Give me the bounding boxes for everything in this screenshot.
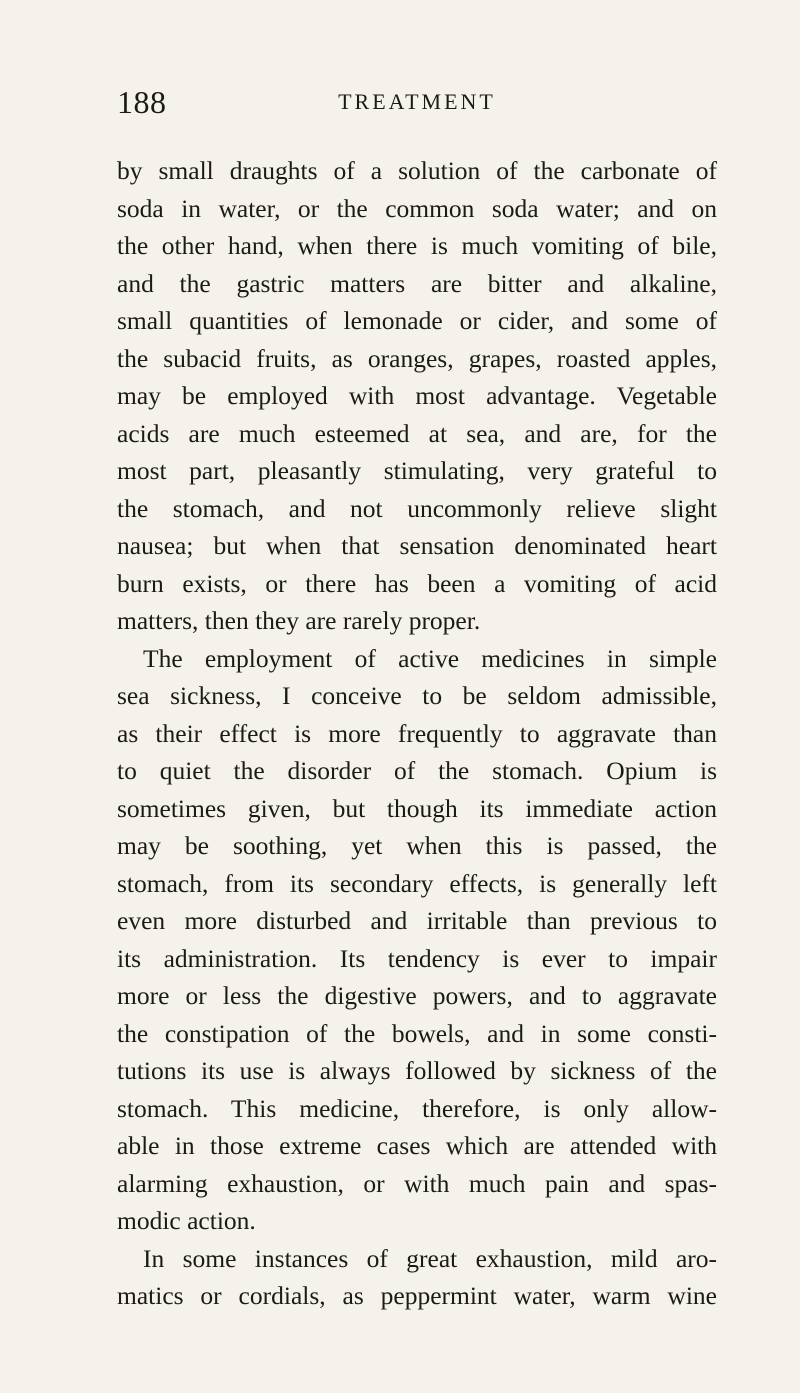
text-line: able in those extreme cases which are attended with [117,1131,717,1160]
text-line: nausea; but when that sensation denominated heart [117,531,717,560]
text-line: as their effect is more frequently to aggravate than [117,718,717,748]
text-line: may be soothing, yet when this is passed, the [117,831,717,860]
text-line-paragraph-end: modic action. [117,1206,256,1235]
text-line: stomach. This medicine, therefore, is only allow- [117,1093,717,1123]
text-line: may be employed with most advantage. Vegetable [117,381,717,410]
page-number: 188 [117,84,167,120]
text-line: soda in water, or the common soda water; and on [117,193,717,223]
text-line: more or less the digestive powers, and to aggravate [117,981,717,1010]
text-line: alarming exhaustion, or with much pain and spas- [117,1168,717,1198]
text-line: burn exists, or there has been a vomiting of acid [117,568,717,598]
text-line: by small draughts of a solution of the carbonate of [117,156,717,185]
running-head [117,82,717,122]
text-line: its administration. Its tendency is ever to impair [117,943,717,973]
text-line: to quiet the disorder of the stomach. Opium is [117,756,717,785]
text-line: the other hand, when there is much vomiting of bile, [117,231,717,260]
text-line: even more disturbed and irritable than previous to [117,906,717,935]
text-line: and the gastric matters are bitter and alkaline, [117,268,717,298]
body-text [117,152,717,1315]
text-line: sometimes given, but though its immediate action [117,793,717,823]
text-line: most part, pleasantly stimulating, very grateful to [117,456,717,485]
text-line-paragraph-end: matters, then they are rarely proper. [117,606,481,635]
text-line-paragraph-start: The employment of active medicines in simple [143,643,717,673]
text-line: the subacid fruits, as oranges, grapes, roasted apples, [117,343,717,373]
text-line: matics or cordials, as peppermint water, warm wine [117,1281,717,1310]
text-line: acids are much esteemed at sea, and are, for the [117,418,717,448]
text-line: small quantities of lemonade or cider, and some of [117,306,717,335]
text-line: stomach, from its secondary effects, is generally left [117,868,717,898]
text-line: the constipation of the bowels, and in some consti- [117,1018,717,1048]
text-line-paragraph-start: In some instances of great exhaustion, mild aro- [143,1243,717,1273]
text-line: tutions its use is always followed by sickness of the [117,1056,717,1085]
running-title: TREATMENT [338,89,496,114]
text-line: sea sickness, I conceive to be seldom admissible, [117,681,717,710]
text-line: the stomach, and not uncommonly relieve slight [117,493,717,523]
